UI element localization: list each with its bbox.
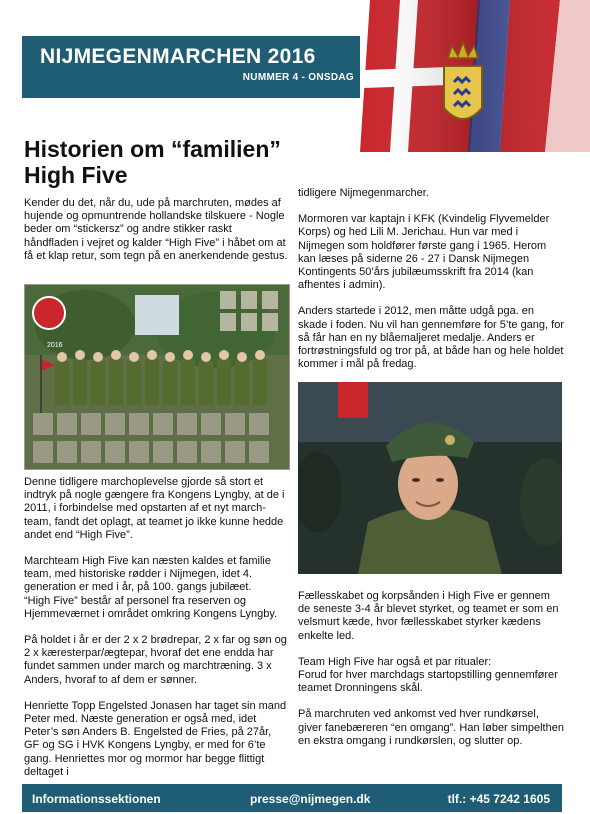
- issue-subtitle: NUMMER 4 - ONSDAG: [242, 72, 354, 83]
- article-headline: [24, 136, 294, 188]
- right-paragraph-0: tidligere Nijmegenmarcher.: [298, 187, 429, 199]
- right-paragraph-2: Anders startede i 2012, men måtte udgå pga. en skade i foden. Nu vil han gennemføre for 5’te gang, for så får han en ny blåemaljeret medalje. Anders er fortrøstningsfuld og tror på, at både han og hele holdet kommer i mål på fredag.: [298, 305, 564, 371]
- right-paragraph-4: [298, 656, 564, 696]
- left-paragraph-2a: Marchteam High Five kan næsten kaldes et familie team, med historiske rødder i Nijmegen, idet 4. generation er med i år, på 100. gangs jubilæet.: [24, 555, 271, 594]
- left-paragraph-1: Denne tidligere marchoplevelse gjorde så stort et indtryk på nogle gængere fra Kongens Lyngby, at de i 2011, i forbindelse med opstarten af et nyt march-team, fandt det oplagt, at teamet jo ikke kunne hedde andet end “High Five”.: [24, 476, 285, 541]
- left-intro: [24, 197, 288, 276]
- right-column-top: [298, 187, 564, 384]
- photo-year-label: 2016: [47, 342, 63, 349]
- soldier-portrait-image: [298, 382, 562, 574]
- right-paragraph-4b: Forud for hver marchdags startopstilling gennemfører teamet Dronningens skål.: [298, 669, 558, 695]
- right-paragraph-1: Mormoren var kaptajn i KFK (Kvindelig Flyvemelder Korps) og hed Lili M. Jerichau. Hun var med i Nijmegen som holdfører første gang i 1965. Herom kan læses på siderne 26 - 27 i Dansk Nijmegen Kontingents 50’års jubilæumsskrift fra 2014 (kan afhentes i admin).: [298, 213, 550, 292]
- soldier-portrait-photo: [298, 382, 562, 574]
- left-paragraph-4: Henriette Topp Engelsted Jonasen har taget sin mand Peter med. Næste generation er også med, idet Peter’s søn Anders B. Engelsted de Fries, på 27år, GF og SG i HVK Kongens Lyngby, er med for 6’te gang. Henriettes mor og mormor har begge flittigt deltaget i: [24, 699, 287, 778]
- coat-of-arms-icon: [444, 42, 482, 119]
- left-paragraph-3: På holdet i år er der 2 x 2 brødrepar, 2 x far og søn og 2 x kæresterpar/ægtepar, hvoraf det ene endda har fundet sammen under march og marchtræning. 3 x Anders, hvoraf to af dem er sønner.: [24, 634, 287, 686]
- left-paragraph-2: [24, 555, 288, 621]
- footer-bar: [22, 784, 562, 812]
- right-column-bottom: [298, 590, 564, 761]
- right-paragraph-5: På marchruten ved ankomst ved hver rundkørsel, giver fanebæreren “en omgang”. Han løber simpelthen en ekstra omgang i rundkørslen, og slutter op.: [298, 708, 564, 747]
- team-photo-image: [25, 285, 289, 469]
- headline-line-2: High Five: [24, 162, 128, 188]
- footer-email-link[interactable]: presse@nijmegen.dk: [250, 792, 371, 806]
- headline-line-1: Historien om “familien”: [24, 136, 281, 162]
- left-paragraph-2b: “High Five” består af personel fra reserven og Hjemmeværnet i området omkring Kongens Lyngby.: [24, 594, 278, 620]
- intro-paragraph: Kender du det, når du, ude på marchruten, mødes af hujende og opmuntrende hollandske tilskuere - Nogle beder om “stickersz” og andre stikker raskt håndfladen i vejret og kalder “High Five” i håbet om at få et klap retur, som tegn på en anerkendende gestus.: [24, 197, 288, 262]
- team-photo-collage: [24, 284, 290, 470]
- right-paragraph-3: Fællesskabet og korpsånden i High Five er gennem de seneste 3-4 år blevet styrket, og teamet er som en velsmurt kæde, hvor fællesskabet styrker kædens enkelte led.: [298, 590, 559, 642]
- footer-phone: tlf.: +45 7242 1605: [447, 792, 550, 806]
- left-column: [24, 476, 288, 792]
- footer-section: Informationssektionen: [32, 792, 161, 806]
- masthead-title: NIJMEGENMARCHEN 2016: [40, 45, 316, 68]
- flag-crest-graphic: [360, 0, 590, 152]
- right-paragraph-4a: Team High Five har også et par ritualer:: [298, 655, 492, 668]
- masthead-banner: [22, 36, 366, 98]
